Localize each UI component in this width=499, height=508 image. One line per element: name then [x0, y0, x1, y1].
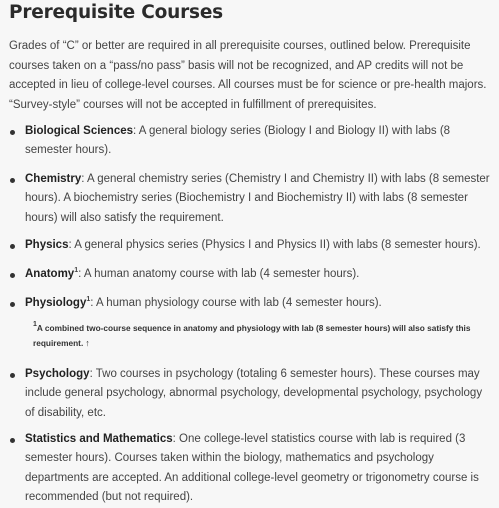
footnote-ref[interactable]: 1 — [74, 267, 79, 274]
list-item-physiology — [25, 294, 493, 313]
footnote-ref[interactable]: 1 — [86, 296, 91, 303]
bullet-icon — [10, 438, 15, 443]
requirement-name: Psychology — [25, 368, 90, 380]
requirement-name: Physics — [25, 239, 69, 251]
list-item-physics — [25, 236, 493, 255]
bullet-icon — [10, 302, 15, 307]
intro-paragraph: Grades of “C” or better are required in all prerequisite courses, outlined below. Prerequisite courses taken on a “pass/no pass” basis will not be recognized, and AP credits will not be accepted in lieu of college-level courses. All courses must be for science or pre-health majors. “Survey-style” courses will not be accepted in fulfillment of prerequisites. — [9, 40, 487, 111]
requirement-text: : A human anatomy course with lab (4 semester hours). — [78, 268, 360, 280]
requirement-name: Biological Sciences — [25, 125, 134, 137]
bullet-icon — [10, 373, 15, 378]
bullet-icon — [10, 273, 15, 278]
requirement-text: : A general biology series (Biology I and Biology II) with labs (8 semester hours). — [25, 125, 451, 157]
list-item-psychology — [25, 365, 493, 423]
requirement-name: Chemistry — [25, 173, 82, 185]
requirement-text: : A general physics series (Physics I and Physics II) with labs (8 semester hours). — [68, 239, 481, 251]
footnote-text: A combined two-course sequence in anatomy and physiology with lab (8 semester hours) will also satisfy this requirement. — [33, 323, 471, 349]
requirement-text: : One college-level statistics course with lab is required (3 semester hours). Courses taken within the biology, mathematics and psychology departments are accepted. An additional college-level geometry or trigonometry course is recommended (but not required). — [25, 433, 479, 504]
page-title: Prerequisite Courses — [9, 2, 223, 23]
list-item-anatomy — [25, 265, 493, 284]
footnote — [33, 321, 491, 351]
list-item-biological-sciences — [25, 122, 493, 161]
requirement-name: Statistics and Mathematics — [25, 433, 173, 445]
requirement-name: Physiology — [25, 297, 87, 309]
back-arrow-icon[interactable]: ↑ — [85, 338, 90, 349]
bullet-icon — [10, 178, 15, 183]
list-item-chemistry — [25, 170, 493, 228]
bullet-icon — [10, 130, 15, 135]
footnote-marker: 1 — [33, 321, 37, 328]
requirement-name: Anatomy — [25, 268, 75, 280]
requirement-text: : A general chemistry series (Chemistry I and Chemistry II) with labs (8 semester hours). A biochemistry series (Biochemistry I and Biochemistry II) with labs (8 semester hours) will also satisfy the requirement. — [25, 173, 490, 224]
list-item-statistics-mathematics — [25, 430, 493, 508]
bullet-icon — [10, 244, 15, 249]
requirement-text: : A human physiology course with lab (4 semester hours). — [90, 297, 382, 309]
requirement-text: : Two courses in psychology (totaling 6 semester hours). These courses may include general psychology, abnormal psychology, developmental psychology, psychology of disability, etc. — [25, 368, 483, 419]
